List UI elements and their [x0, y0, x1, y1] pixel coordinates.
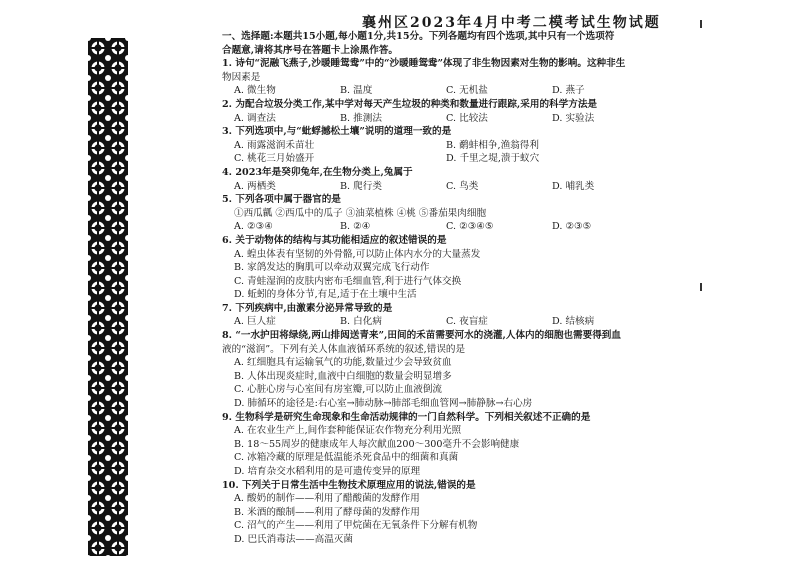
- option: A. 调查法: [234, 112, 276, 124]
- question-stem: 5. 下列各项中属于器官的是: [222, 194, 341, 206]
- question-stem: 8. “一水护田将绿绕,两山排闼送青来”,田间的禾苗需要河水的浇灌,人体内的细胞也需要得到血: [222, 330, 621, 342]
- question-stem: 10. 下列关于日常生活中生物技术原理应用的说法,错误的是: [222, 479, 476, 491]
- option: C. 桃花三月始盛开: [234, 153, 315, 165]
- question-stem: 物因素是: [222, 71, 261, 83]
- option: D. 肺循环的途径是:右心室→肺动脉→肺部毛细血管网→肺静脉→右心房: [234, 398, 533, 410]
- option: D. 巴氏消毒法——高温灭菌: [234, 533, 353, 545]
- option: B. 人体出现炎症时,血液中白细胞的数量会明显增多: [234, 370, 452, 382]
- option: A. 微生物: [234, 85, 276, 97]
- section-heading: 一、选择题:本题共15小题,每小题1分,共15分。下列各题均有四个选项,其中只有一个选项符: [222, 31, 615, 42]
- question-stem: 6. 关于动物体的结构与其功能相适应的叙述错误的是: [222, 234, 447, 246]
- option: B. 家鸽发达的胸肌可以牵动双翼完成飞行动作: [234, 262, 430, 274]
- question-stem: 1. 诗句“泥融飞燕子,沙暖睡鸳鸯”中的“沙暖睡鸳鸯”体现了非生物因素对生物的影响。这种非生: [222, 58, 626, 70]
- exam-body: [222, 30, 787, 547]
- binding-margin-pattern: [88, 38, 128, 556]
- options-row: [222, 112, 787, 126]
- option: A. 红细胞具有运输氧气的功能,数量过少会导致贫血: [234, 357, 452, 369]
- options-row: [222, 180, 787, 194]
- option: C. 鸟类: [446, 180, 479, 192]
- option: B. 推测法: [340, 112, 382, 124]
- option: A. 巨人症: [234, 316, 276, 328]
- options-row: [222, 152, 787, 166]
- question-items: ①西瓜瓤 ②西瓜中的瓜子 ③油菜植株 ④桃 ⑤番茄果肉细胞: [234, 207, 487, 219]
- option: C. 沼气的产生——利用了甲烷菌在无氧条件下分解有机物: [234, 520, 478, 532]
- question-stem: 9. 生物科学是研究生命现象和生命活动规律的一门自然科学。下列相关叙述不正确的是: [222, 411, 591, 423]
- option: A. 酸奶的制作——利用了醋酸菌的发酵作用: [234, 493, 420, 505]
- question-stem: 3. 下列选项中,与“蚍蜉撼松土壤”说明的道理一致的是: [222, 126, 452, 138]
- option: A. 雨露滋润禾苗壮: [234, 139, 315, 151]
- option: D. 实验法: [552, 112, 595, 124]
- option: D. 燕子: [552, 85, 585, 97]
- options-row: [222, 139, 787, 153]
- option: C. 心脏心房与心室间有房室瓣,可以防止血液倒流: [234, 384, 443, 396]
- option: D. 千里之堤,溃于蚁穴: [446, 153, 540, 165]
- option: B. 18～55周岁的健康成年人每次献血200～300毫升不会影响健康: [234, 438, 520, 450]
- options-row: [222, 315, 787, 329]
- option: A. 蝗虫体表有坚韧的外骨骼,可以防止体内水分的大量蒸发: [234, 248, 481, 260]
- option: A. 两栖类: [234, 180, 276, 192]
- option: C. 比较法: [446, 112, 488, 124]
- option: B. 米酒的酿制——利用了酵母菌的发酵作用: [234, 506, 420, 518]
- option: C. 青蛙湿润的皮肤内密布毛细血管,利于进行气体交换: [234, 275, 462, 287]
- options-row: [222, 84, 787, 98]
- option: B. 温度: [340, 85, 373, 97]
- option: A. 在农业生产上,间作套种能保证农作物充分利用光照: [234, 425, 462, 437]
- option: B. 爬行类: [340, 180, 382, 192]
- option: D. 结核病: [552, 316, 595, 328]
- question-stem: 4. 2023年是癸卯兔年,在生物分类上,兔属于: [222, 166, 413, 178]
- question-stem: 液的“滋润”。下列有关人体血液循环系统的叙述,错误的是: [222, 343, 466, 355]
- option: C. 夜盲症: [446, 316, 488, 328]
- option: D. ②③⑤: [552, 221, 592, 233]
- option: D. 蚯蚓的身体分节,有足,适于在土壤中生活: [234, 289, 417, 301]
- option: D. 哺乳类: [552, 180, 595, 192]
- exam-title: 襄州区2023年4月中考二模考试生物试题: [362, 15, 661, 31]
- option: C. 无机盐: [446, 85, 488, 97]
- option: D. 培育杂交水稻利用的是可遗传变异的原理: [234, 466, 421, 477]
- option: B. ②④: [340, 221, 371, 233]
- options-row: [222, 220, 787, 234]
- question-stem: 7. 下列疾病中,由激素分泌异常导致的是: [222, 302, 393, 314]
- page-edge-mark: [700, 20, 702, 28]
- option: C. ②③④⑤: [446, 221, 494, 233]
- option: B. 鹬蚌相争,渔翁得利: [446, 139, 539, 151]
- option: A. ②③④: [234, 221, 273, 233]
- option: B. 白化病: [340, 316, 382, 328]
- question-stem: 2. 为配合垃圾分类工作,某中学对每天产生垃圾的种类和数量进行跟踪,采用的科学方法是: [222, 98, 598, 110]
- section-heading: 合题意,请将其序号在答题卡上涂黑作答。: [222, 44, 399, 56]
- option: C. 冰箱冷藏的原理是低温能杀死食品中的细菌和真菌: [234, 452, 459, 464]
